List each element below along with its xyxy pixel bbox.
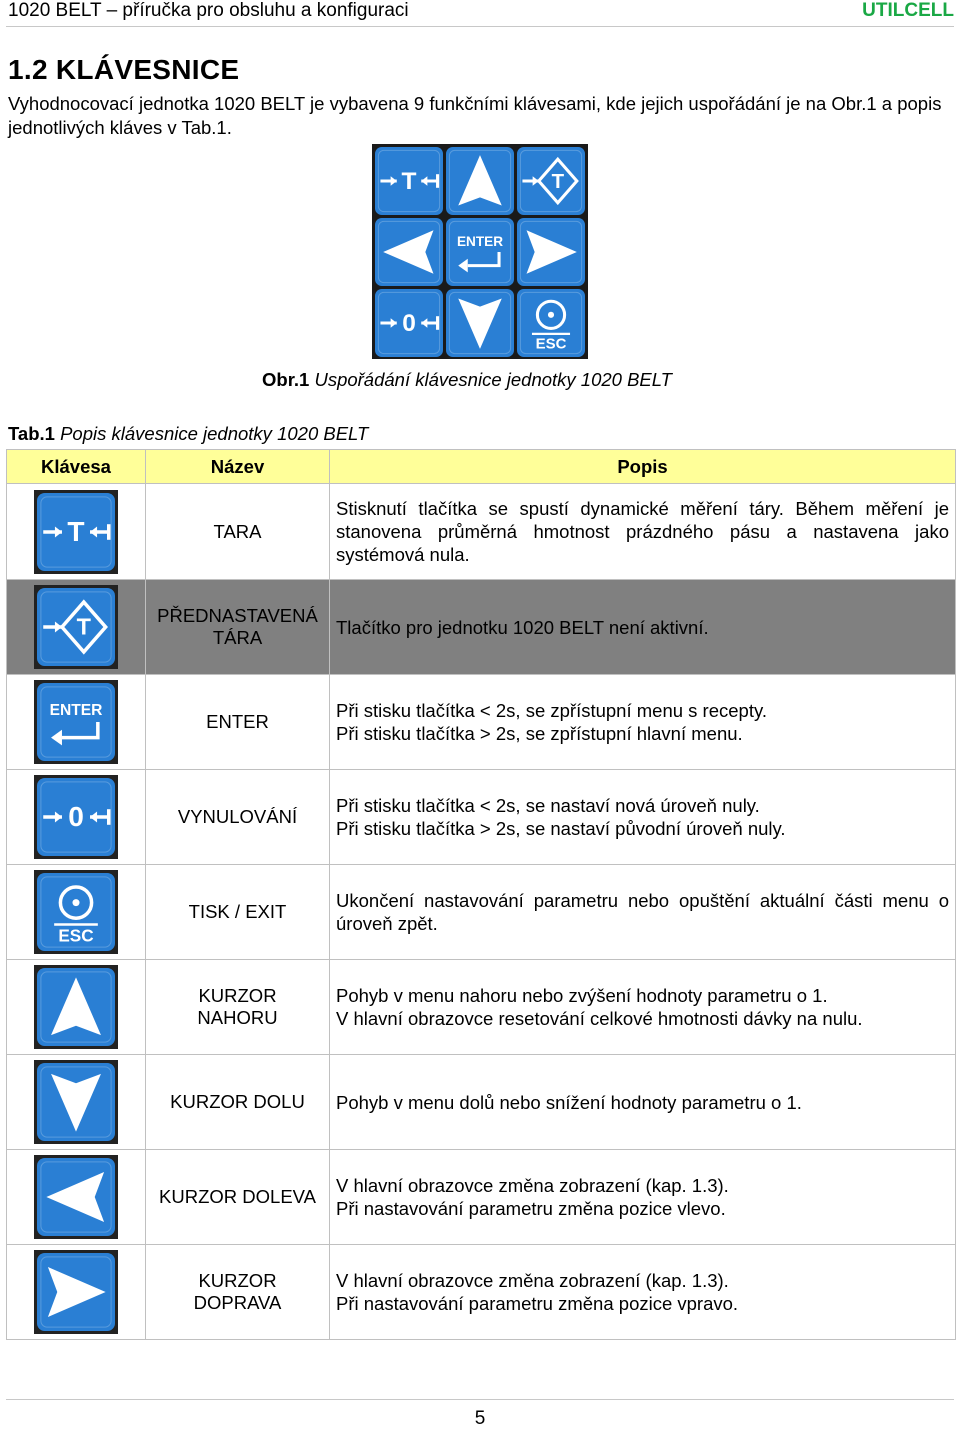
- intro-paragraph: Vyhodnocovací jednotka 1020 BELT je vybavena 9 funkčními klávesami, kde jejich uspořádání je na Obr.1 a popis jednotlivých kláves v Tab.1.: [8, 93, 942, 138]
- key-icon-cell: [7, 865, 146, 960]
- table-caption-text: Popis klávesnice jednotky 1020 BELT: [60, 423, 369, 444]
- key-description: Při stisku tlačítka > 2s, se nastaví původní úroveň nuly.: [336, 818, 786, 839]
- key-description: Při stisku tlačítka > 2s, se zpřístupní hlavní menu.: [336, 723, 743, 744]
- preset-tare-icon: [517, 147, 585, 215]
- header-divider: [6, 26, 954, 27]
- svg-text:T: T: [76, 613, 91, 640]
- arrow-right-icon: [37, 1253, 115, 1331]
- key-description: Tlačítko pro jednotku 1020 BELT není aktivní.: [336, 616, 709, 638]
- figure-caption: [262, 369, 672, 391]
- table-caption: [8, 423, 368, 445]
- tare-icon: [37, 493, 115, 571]
- arrow-left-icon: [375, 218, 443, 286]
- key-description: Stisknutí tlačítka se spustí dynamické měření táry. Během měření je stanovena průměrná hmotnost prázdného pásu a nastavena jako systémová nula.: [336, 498, 949, 565]
- document-header-title: 1020 BELT – příručka pro obsluhu a konfiguraci: [8, 0, 409, 21]
- key-name: KURZOR: [198, 1270, 277, 1291]
- arrow-left-icon: [37, 1158, 115, 1236]
- key-name: DOPRAVA: [193, 1292, 282, 1313]
- key-icon-cell: [7, 1245, 146, 1340]
- keypad-figure: [372, 144, 588, 359]
- column-header-description: Popis: [330, 450, 956, 484]
- svg-text:ENTER: ENTER: [456, 234, 504, 250]
- key-description: Při stisku tlačítka < 2s, se nastaví nová úroveň nuly.: [336, 795, 760, 816]
- key-icon-cell: [7, 770, 146, 865]
- key-description-cell: [330, 580, 956, 675]
- key-icon-cell: [7, 580, 146, 675]
- esc-icon: [34, 870, 118, 954]
- tare-icon: [34, 490, 118, 574]
- key-name-cell: [146, 1245, 330, 1340]
- figure-caption-label: Obr.1: [262, 369, 310, 390]
- keys-table: [6, 449, 956, 1340]
- key-description-cell: [330, 1245, 956, 1340]
- key-icon-cell: [7, 675, 146, 770]
- svg-text:ESC: ESC: [58, 925, 94, 946]
- key-name-cell: [146, 865, 330, 960]
- svg-text:0: 0: [68, 800, 84, 832]
- key-description: V hlavní obrazovce změna zobrazení (kap. 1.3).: [336, 1175, 729, 1196]
- table-row: [7, 865, 956, 960]
- key-name-cell: [146, 580, 330, 675]
- enter-icon: [34, 680, 118, 764]
- key-description: V hlavní obrazovce resetování celkové hmotnosti dávky na nulu.: [336, 1008, 863, 1029]
- brand-logo-text: UTILCELL: [862, 0, 954, 21]
- arrow-down-icon: [34, 1060, 118, 1144]
- arrow-up-icon: [34, 965, 118, 1049]
- key-icon-cell: [7, 1150, 146, 1245]
- arrow-left-icon: [34, 1155, 118, 1239]
- key-description: V hlavní obrazovce změna zobrazení (kap. 1.3).: [336, 1270, 729, 1291]
- zero-icon: [34, 775, 118, 859]
- enter-icon: [446, 218, 514, 286]
- table-row: [7, 1055, 956, 1150]
- column-header-name: Název: [146, 450, 330, 484]
- table-caption-label: Tab.1: [8, 423, 55, 444]
- svg-text:ENTER: ENTER: [49, 702, 103, 720]
- key-name: TÁRA: [212, 627, 263, 648]
- svg-text:ESC: ESC: [535, 335, 567, 353]
- key-name: KURZOR DOLU: [170, 1091, 305, 1112]
- arrow-down-icon: [37, 1063, 115, 1141]
- table-row: [7, 960, 956, 1055]
- key-description-cell: [330, 960, 956, 1055]
- key-description-cell: [330, 770, 956, 865]
- section-title: 1.2 KLÁVESNICE: [8, 54, 240, 85]
- figure-caption-text: Uspořádání klávesnice jednotky 1020 BELT: [314, 369, 672, 390]
- key-name: VYNULOVÁNÍ: [177, 806, 298, 827]
- key-description: Pohyb v menu nahoru nebo zvýšení hodnoty parametru o 1.: [336, 985, 828, 1006]
- key-name: KURZOR DOLEVA: [159, 1186, 316, 1207]
- svg-text:T: T: [401, 167, 417, 195]
- key-name: TISK / EXIT: [188, 901, 287, 922]
- key-name-cell: [146, 1150, 330, 1245]
- key-name-cell: [146, 1055, 330, 1150]
- preset-tare-icon: [34, 585, 118, 669]
- key-description-cell: [330, 675, 956, 770]
- table-row: [7, 675, 956, 770]
- arrow-right-icon: [517, 218, 585, 286]
- table-header-row: [7, 450, 956, 484]
- key-description-cell: [330, 1055, 956, 1150]
- key-description: Při stisku tlačítka < 2s, se zpřístupní menu s recepty.: [336, 700, 767, 721]
- key-name: PŘEDNASTAVENÁ: [157, 605, 318, 626]
- column-header-key: Klávesa: [7, 450, 146, 484]
- svg-text:0: 0: [402, 309, 416, 337]
- arrow-up-icon: [446, 147, 514, 215]
- key-name-cell: [146, 770, 330, 865]
- key-name: KURZOR: [198, 985, 277, 1006]
- key-name-cell: [146, 960, 330, 1055]
- footer-divider: [6, 1399, 954, 1400]
- key-name: TARA: [213, 520, 262, 542]
- key-description: Při nastavování parametru změna pozice vlevo.: [336, 1198, 726, 1219]
- table-row: [7, 1245, 956, 1340]
- arrow-up-icon: [37, 968, 115, 1046]
- key-description-cell: [330, 865, 956, 960]
- preset-tare-icon: [37, 588, 115, 666]
- svg-text:T: T: [551, 170, 565, 193]
- key-icon-cell: [7, 1055, 146, 1150]
- enter-icon: [37, 683, 115, 761]
- svg-text:T: T: [67, 515, 85, 547]
- key-description: Pohyb v menu dolů nebo snížení hodnoty parametru o 1.: [336, 1091, 802, 1113]
- arrow-down-icon: [446, 289, 514, 357]
- page-number: 5: [474, 1408, 486, 1429]
- zero-icon: [37, 778, 115, 856]
- key-description: Ukončení nastavování parametru nebo opuštění aktuální části menu o úroveň zpět.: [336, 890, 949, 934]
- key-name: NAHORU: [197, 1007, 278, 1028]
- key-name-cell: [146, 484, 330, 580]
- table-row: [7, 770, 956, 865]
- key-name-cell: [146, 675, 330, 770]
- table-row: [7, 580, 956, 675]
- key-icon-cell: [7, 484, 146, 580]
- esc-icon: [517, 289, 585, 357]
- esc-icon: [37, 873, 115, 951]
- arrow-right-icon: [34, 1250, 118, 1334]
- table-row: [7, 484, 956, 580]
- key-description-cell: [330, 1150, 956, 1245]
- zero-icon: [375, 289, 443, 357]
- key-description-cell: [330, 484, 956, 580]
- table-row: [7, 1150, 956, 1245]
- tare-icon: [375, 147, 443, 215]
- key-description: Při nastavování parametru změna pozice vpravo.: [336, 1293, 739, 1314]
- keypad-image: [372, 144, 588, 359]
- key-icon-cell: [7, 960, 146, 1055]
- key-name: ENTER: [206, 711, 269, 732]
